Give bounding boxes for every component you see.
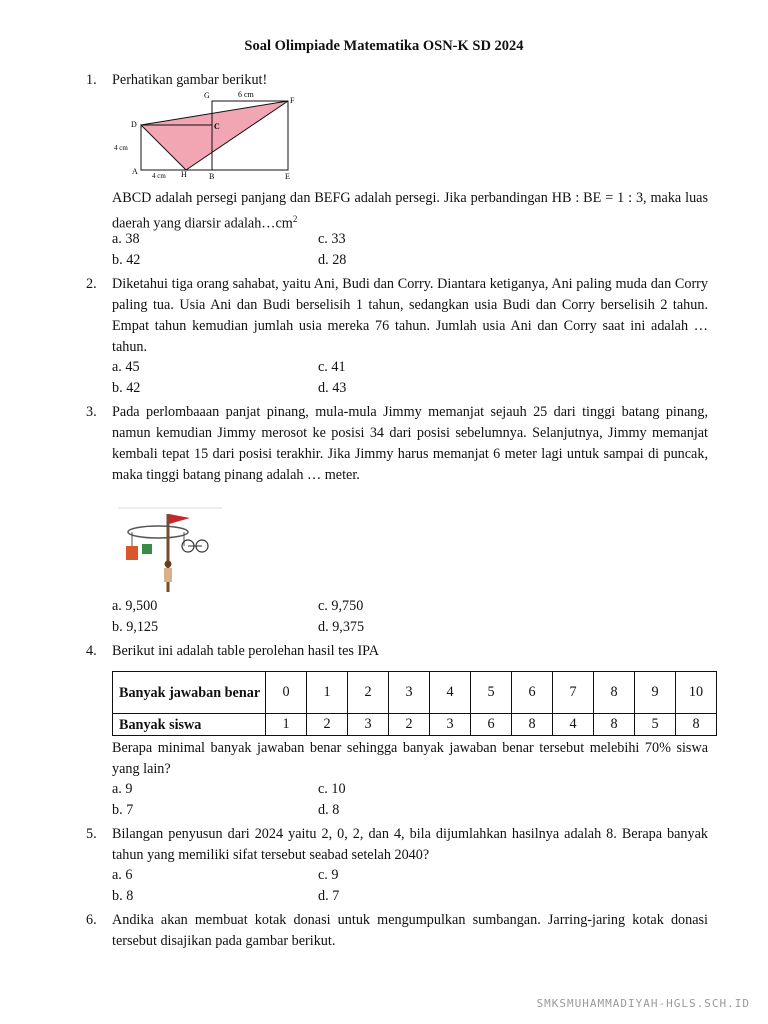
- question-text: ABCD adalah persegi panjang dan BEFG adalah persegi. Jika perbandingan HB : BE = 1 : 3, maka luas daerah yang diarsir adalah…cm: [112, 190, 708, 232]
- option-b[interactable]: b. 7: [112, 802, 134, 818]
- question-1-text: [86, 188, 708, 235]
- table-cell: 8: [676, 714, 717, 736]
- table-cell: 9: [635, 672, 676, 714]
- label-g: G: [204, 91, 210, 100]
- option-b[interactable]: b. 42: [112, 380, 141, 396]
- table-cell: 1: [266, 714, 307, 736]
- option-a[interactable]: a. 45: [112, 359, 140, 375]
- flag: [169, 514, 190, 524]
- table-cell: 8: [594, 672, 635, 714]
- table-cell: 5: [471, 672, 512, 714]
- option-c[interactable]: c. 9: [318, 867, 339, 883]
- shaded-region: [141, 101, 288, 170]
- label-f: F: [290, 96, 295, 105]
- option-b[interactable]: b. 9,125: [112, 619, 159, 635]
- question-number: 5.: [86, 826, 97, 842]
- table-cell: 0: [266, 672, 307, 714]
- row-header-answers: Banyak jawaban benar: [113, 672, 266, 714]
- table-row: [113, 714, 717, 736]
- label-h: H: [181, 170, 187, 179]
- label-left-length: 4 cm: [114, 144, 128, 152]
- question-intro: Perhatikan gambar berikut!: [112, 72, 268, 88]
- option-d[interactable]: d. 8: [318, 802, 340, 818]
- table-row: [113, 672, 717, 714]
- label-c: C: [214, 122, 220, 131]
- question-text: Bilangan penyusun dari 2024 yaitu 2, 0, 2, dan 4, bila dijumlahkan hasilnya adalah 8. Berapa banyak tahun yang memiliki sifat tersebut seabad setelah 2040?: [112, 826, 708, 863]
- watermark: SMKSMUHAMMADIYAH-HGLS.SCH.ID: [536, 997, 750, 1010]
- table-cell: 4: [553, 714, 594, 736]
- option-a[interactable]: a. 9: [112, 781, 133, 797]
- option-d[interactable]: d. 9,375: [318, 619, 365, 635]
- table-cell: 10: [676, 672, 717, 714]
- question-4-text: [86, 738, 708, 780]
- question-4: [86, 641, 708, 662]
- label-b: B: [209, 172, 215, 180]
- option-a[interactable]: a. 38: [112, 231, 140, 247]
- prize-bag: [142, 544, 152, 554]
- question-text: Diketahui tiga orang sahabat, yaitu Ani, Budi dan Corry. Diantara ketiganya, Ani paling muda dan Corry paling tua. Usia Ani dan Budi berselisih 1 tahun, sedangkan usia Budi dan Corry berselisih 2 tahun. Empat tahun kemudian jumlah usia mereka 76 tahun. Jumlah usia Ani dan Corry saat ini adalah … tahun.: [112, 276, 708, 355]
- question-number: 1.: [86, 72, 97, 88]
- label-a: A: [132, 167, 138, 176]
- table-cell: 8: [594, 714, 635, 736]
- label-top-length: 6 cm: [238, 90, 254, 99]
- option-c[interactable]: c. 33: [318, 231, 346, 247]
- table-cell: 5: [635, 714, 676, 736]
- question-number: 2.: [86, 276, 97, 292]
- option-d[interactable]: d. 43: [318, 380, 347, 396]
- table-cell: 2: [348, 672, 389, 714]
- table-cell: 6: [512, 672, 553, 714]
- prize-shirt: [126, 546, 138, 560]
- question-3: [86, 402, 708, 486]
- question-number: 6.: [86, 912, 97, 928]
- climbing-pole-illustration: [118, 506, 222, 592]
- question-number: 3.: [86, 404, 97, 420]
- option-d[interactable]: d. 7: [318, 888, 340, 904]
- option-b[interactable]: b. 42: [112, 252, 141, 268]
- page-title: Soal Olimpiade Matematika OSN-K SD 2024: [244, 38, 524, 54]
- table-cell: 2: [307, 714, 348, 736]
- table-cell: 6: [471, 714, 512, 736]
- label-bottom-length: 4 cm: [152, 172, 166, 180]
- row-header-students: Banyak siswa: [113, 714, 266, 736]
- question-6: [86, 910, 708, 952]
- prize-ring: [128, 526, 188, 538]
- question-5: [86, 824, 708, 866]
- climber-head: [165, 561, 172, 568]
- question-text: Berapa minimal banyak jawaban benar sehingga banyak jawaban benar tersebut melebihi 70% siswa yang lain?: [112, 740, 708, 777]
- unit-superscript: 2: [292, 214, 298, 224]
- table-cell: 7: [553, 672, 594, 714]
- option-c[interactable]: c. 10: [318, 781, 346, 797]
- label-e: E: [285, 172, 290, 180]
- question-text: Pada perlombaaan panjat pinang, mula-mula Jimmy memanjat sejauh 25 dari tinggi batang pinang, namun kemudian Jimmy merosot ke posisi 34 dari posisi sebelumnya. Selanjutnya, Jimmy memanjat kembali tepat 15 dari posisi terakhir. Jika Jimmy harus memanjat 6 meter lagi untuk sampai di puncak, maka tinggi batang pinang adalah … meter.: [112, 404, 708, 483]
- option-c[interactable]: c. 41: [318, 359, 346, 375]
- score-table: [112, 671, 717, 736]
- table-cell: 4: [430, 672, 471, 714]
- label-d: D: [131, 120, 137, 129]
- table-cell: 3: [430, 714, 471, 736]
- question-2: [86, 274, 708, 358]
- table-cell: 3: [389, 672, 430, 714]
- climber-body: [164, 568, 172, 582]
- table-cell: 1: [307, 672, 348, 714]
- option-a[interactable]: a. 9,500: [112, 598, 158, 614]
- option-b[interactable]: b. 8: [112, 888, 134, 904]
- question-intro: Berikut ini adalah table perolehan hasil tes IPA: [112, 643, 379, 659]
- option-d[interactable]: d. 28: [318, 252, 347, 268]
- option-a[interactable]: a. 6: [112, 867, 133, 883]
- table-cell: 8: [512, 714, 553, 736]
- question-number: 4.: [86, 643, 97, 659]
- option-c[interactable]: c. 9,750: [318, 598, 364, 614]
- geometry-figure: [108, 88, 298, 180]
- question-text: Andika akan membuat kotak donasi untuk mengumpulkan sumbangan. Jarring-jaring kotak donasi tersebut disajikan pada gambar berikut.: [112, 912, 708, 949]
- table-cell: 3: [348, 714, 389, 736]
- table-cell: 2: [389, 714, 430, 736]
